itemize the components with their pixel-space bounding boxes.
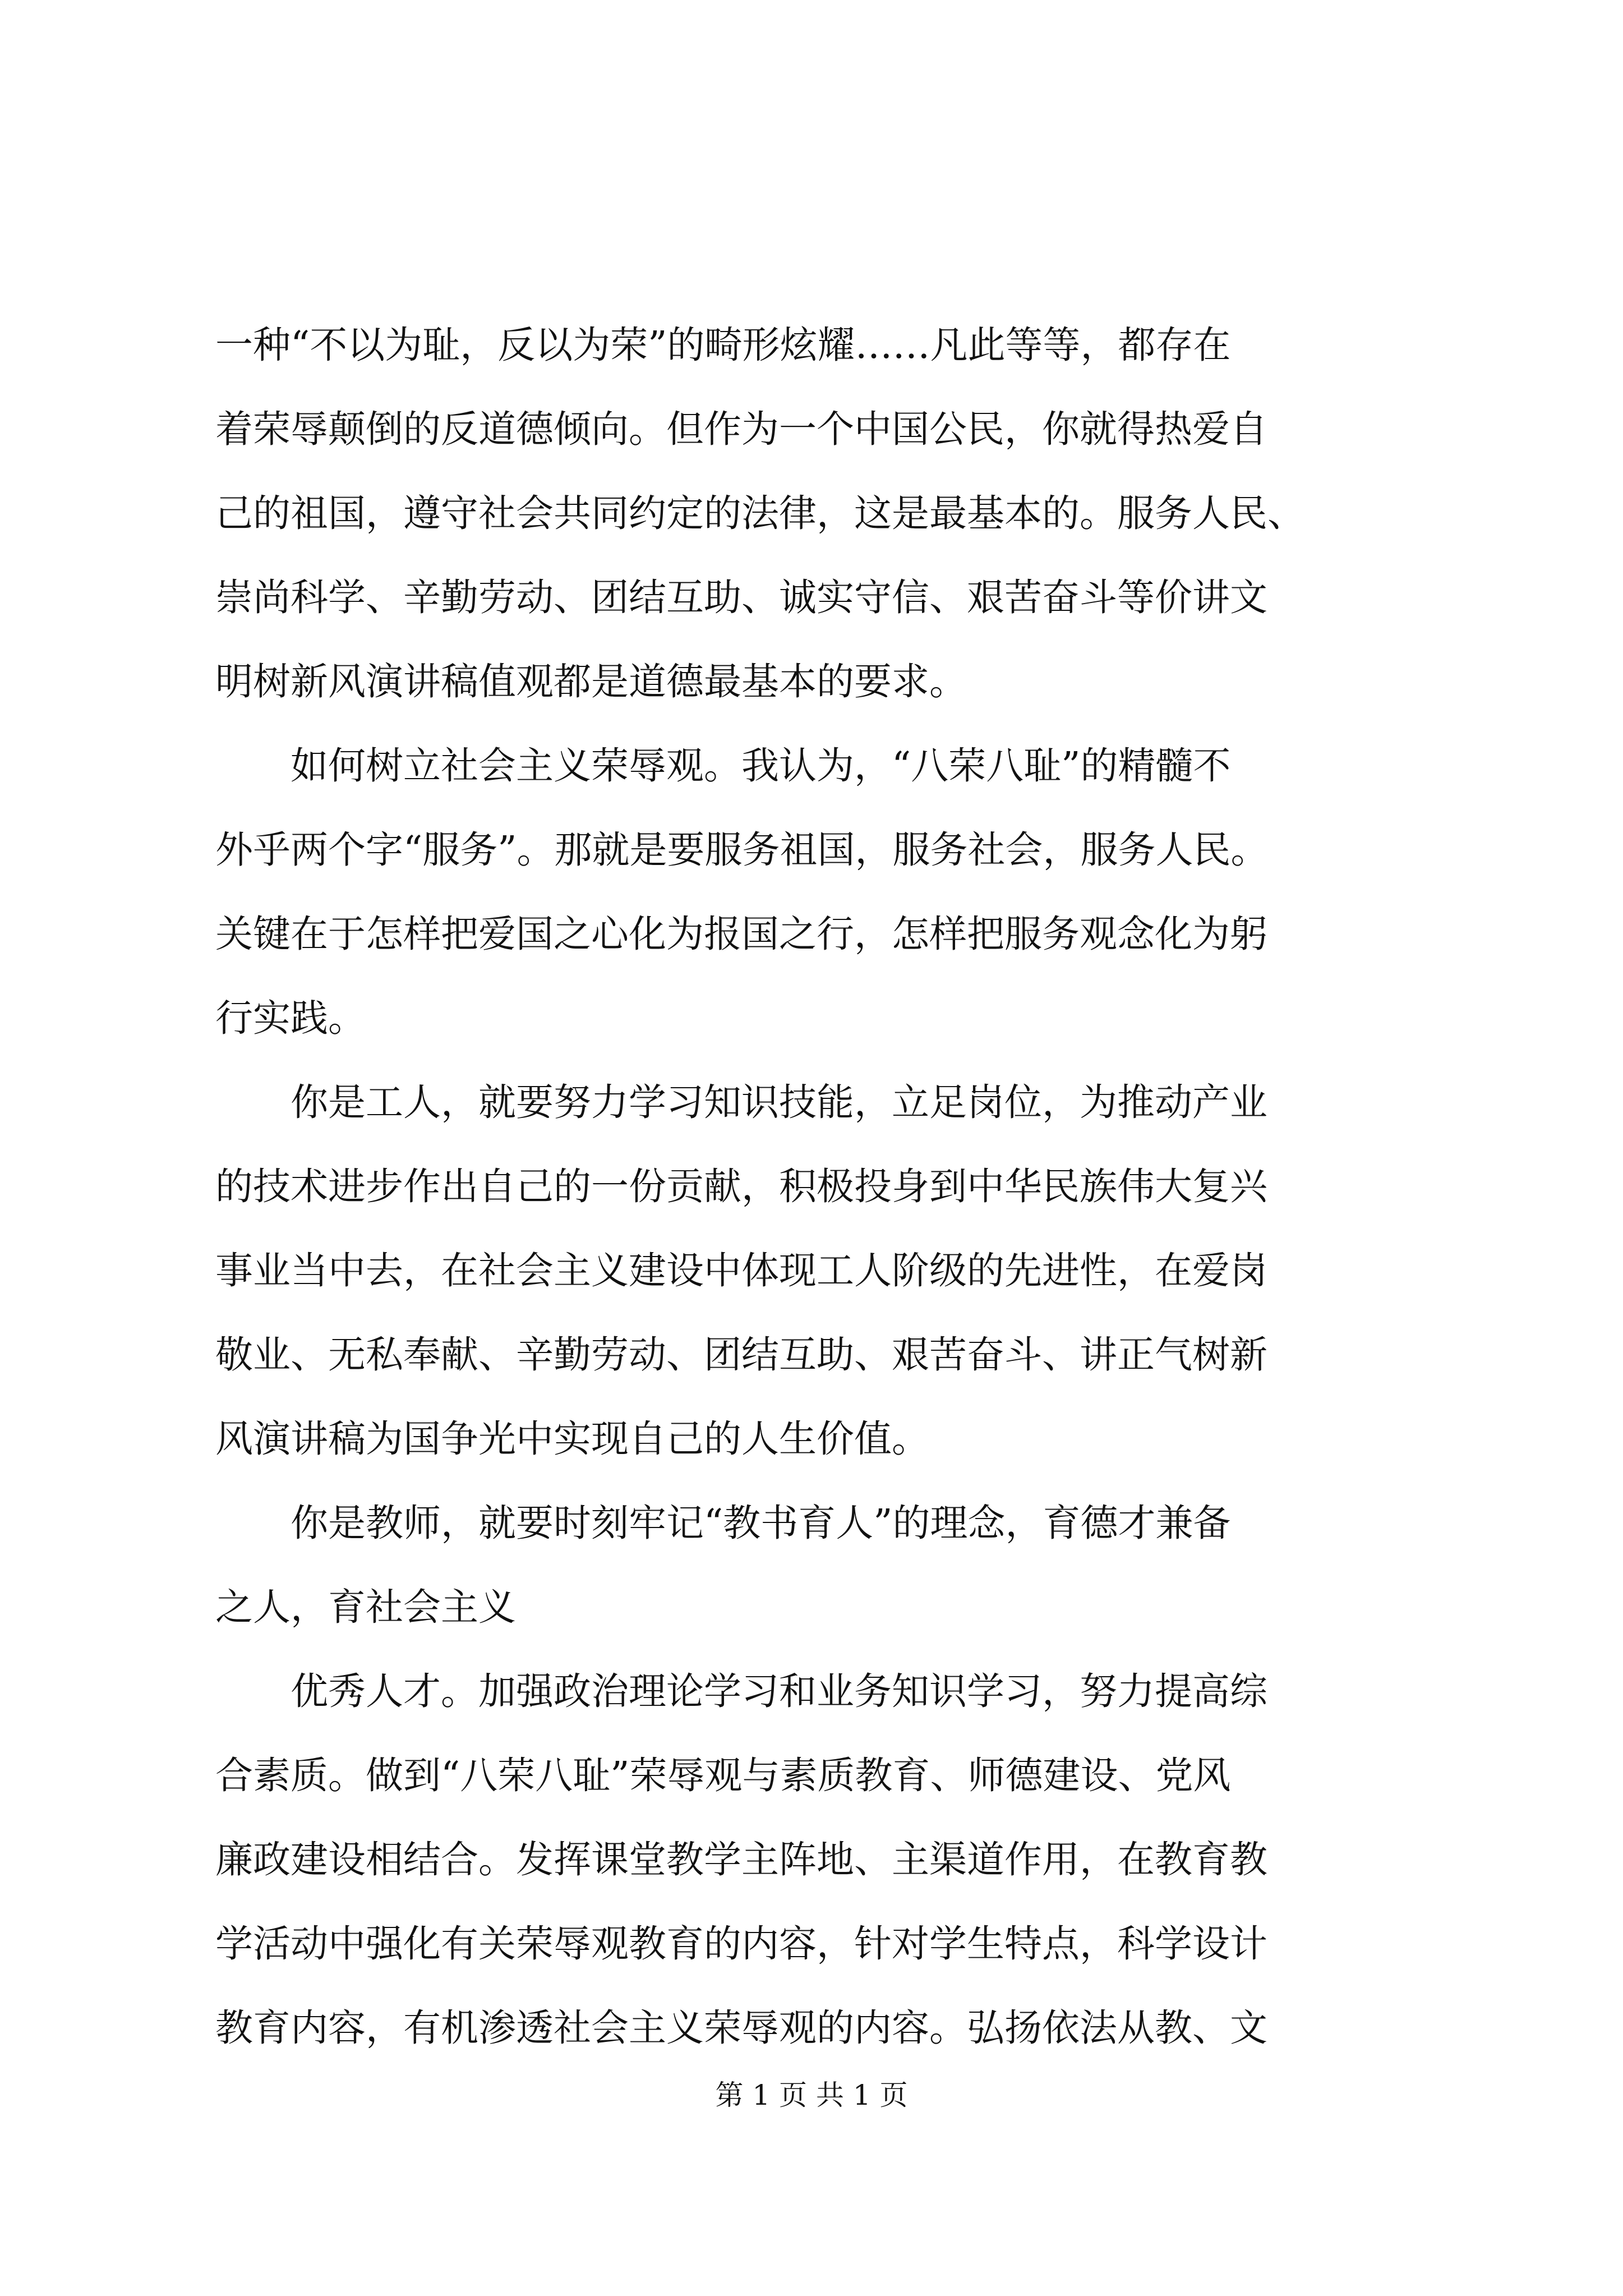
text-line: 合素质。做到“八荣八耻”荣辱观与素质教育、师德建设、党风	[215, 1754, 1231, 1797]
text-line: 外乎两个字“服务”。那就是要服务祖国，服务社会，服务人民。	[215, 828, 1269, 872]
text-line: 学活动中强化有关荣辱观教育的内容，针对学生特点，科学设计	[215, 1922, 1267, 1966]
body-text	[215, 303, 1415, 2070]
text-line: 明树新风演讲稿值观都是道德最基本的要求。	[215, 660, 967, 703]
text-line: 事业当中去，在社会主义建设中体现工人阶级的先进性，在爱岗	[215, 1249, 1267, 1292]
text-line: 崇尚科学、辛勤劳动、团结互助、诚实守信、艰苦奋斗等价讲文	[215, 576, 1267, 619]
text-line: 教育内容，有机渗透社会主义荣辱观的内容。弘扬依法从教、文	[215, 2006, 1267, 2050]
paragraph-first-line: 你是工人，就要努力学习知识技能，立足岗位，为推动产业	[291, 1080, 1267, 1124]
text-line: 己的祖国，遵守社会共同约定的法律，这是最基本的。服务人民、	[215, 491, 1305, 535]
text-line: 敬业、无私奉献、辛勤劳动、团结互助、艰苦奋斗、讲正气树新	[215, 1333, 1267, 1377]
paragraph-first-line: 如何树立社会主义荣辱观。我认为，“八荣八耻”的精髓不	[291, 744, 1231, 788]
text-line: 着荣辱颠倒的反道德倾向。但作为一个中国公民，你就得热爱自	[215, 407, 1267, 451]
paragraph-first-line: 你是教师，就要时刻牢记“教书育人”的理念，育德才兼备	[291, 1501, 1231, 1545]
text-line: 之人，育社会主义	[215, 1585, 516, 1629]
page-footer: 第 1 页 共 1 页	[715, 2079, 908, 2111]
text-line: 关键在于怎样把爱国之心化为报国之行，怎样把服务观念化为躬	[215, 912, 1267, 956]
paragraph-first-line: 优秀人才。加强政治理论学习和业务知识学习，努力提高综	[291, 1669, 1267, 1713]
text-line: 行实践。	[215, 996, 366, 1040]
text-line: 风演讲稿为国争光中实现自己的人生价值。	[215, 1417, 929, 1461]
text-line: 廉政建设相结合。发挥课堂教学主阵地、主渠道作用，在教育教	[215, 1838, 1267, 1881]
text-line: 一种“不以为耻，反以为荣”的畸形炫耀……凡此等等，都存在	[215, 323, 1231, 367]
text-line: 的技术进步作出自己的一份贡献，积极投身到中华民族伟大复兴	[215, 1165, 1267, 1208]
